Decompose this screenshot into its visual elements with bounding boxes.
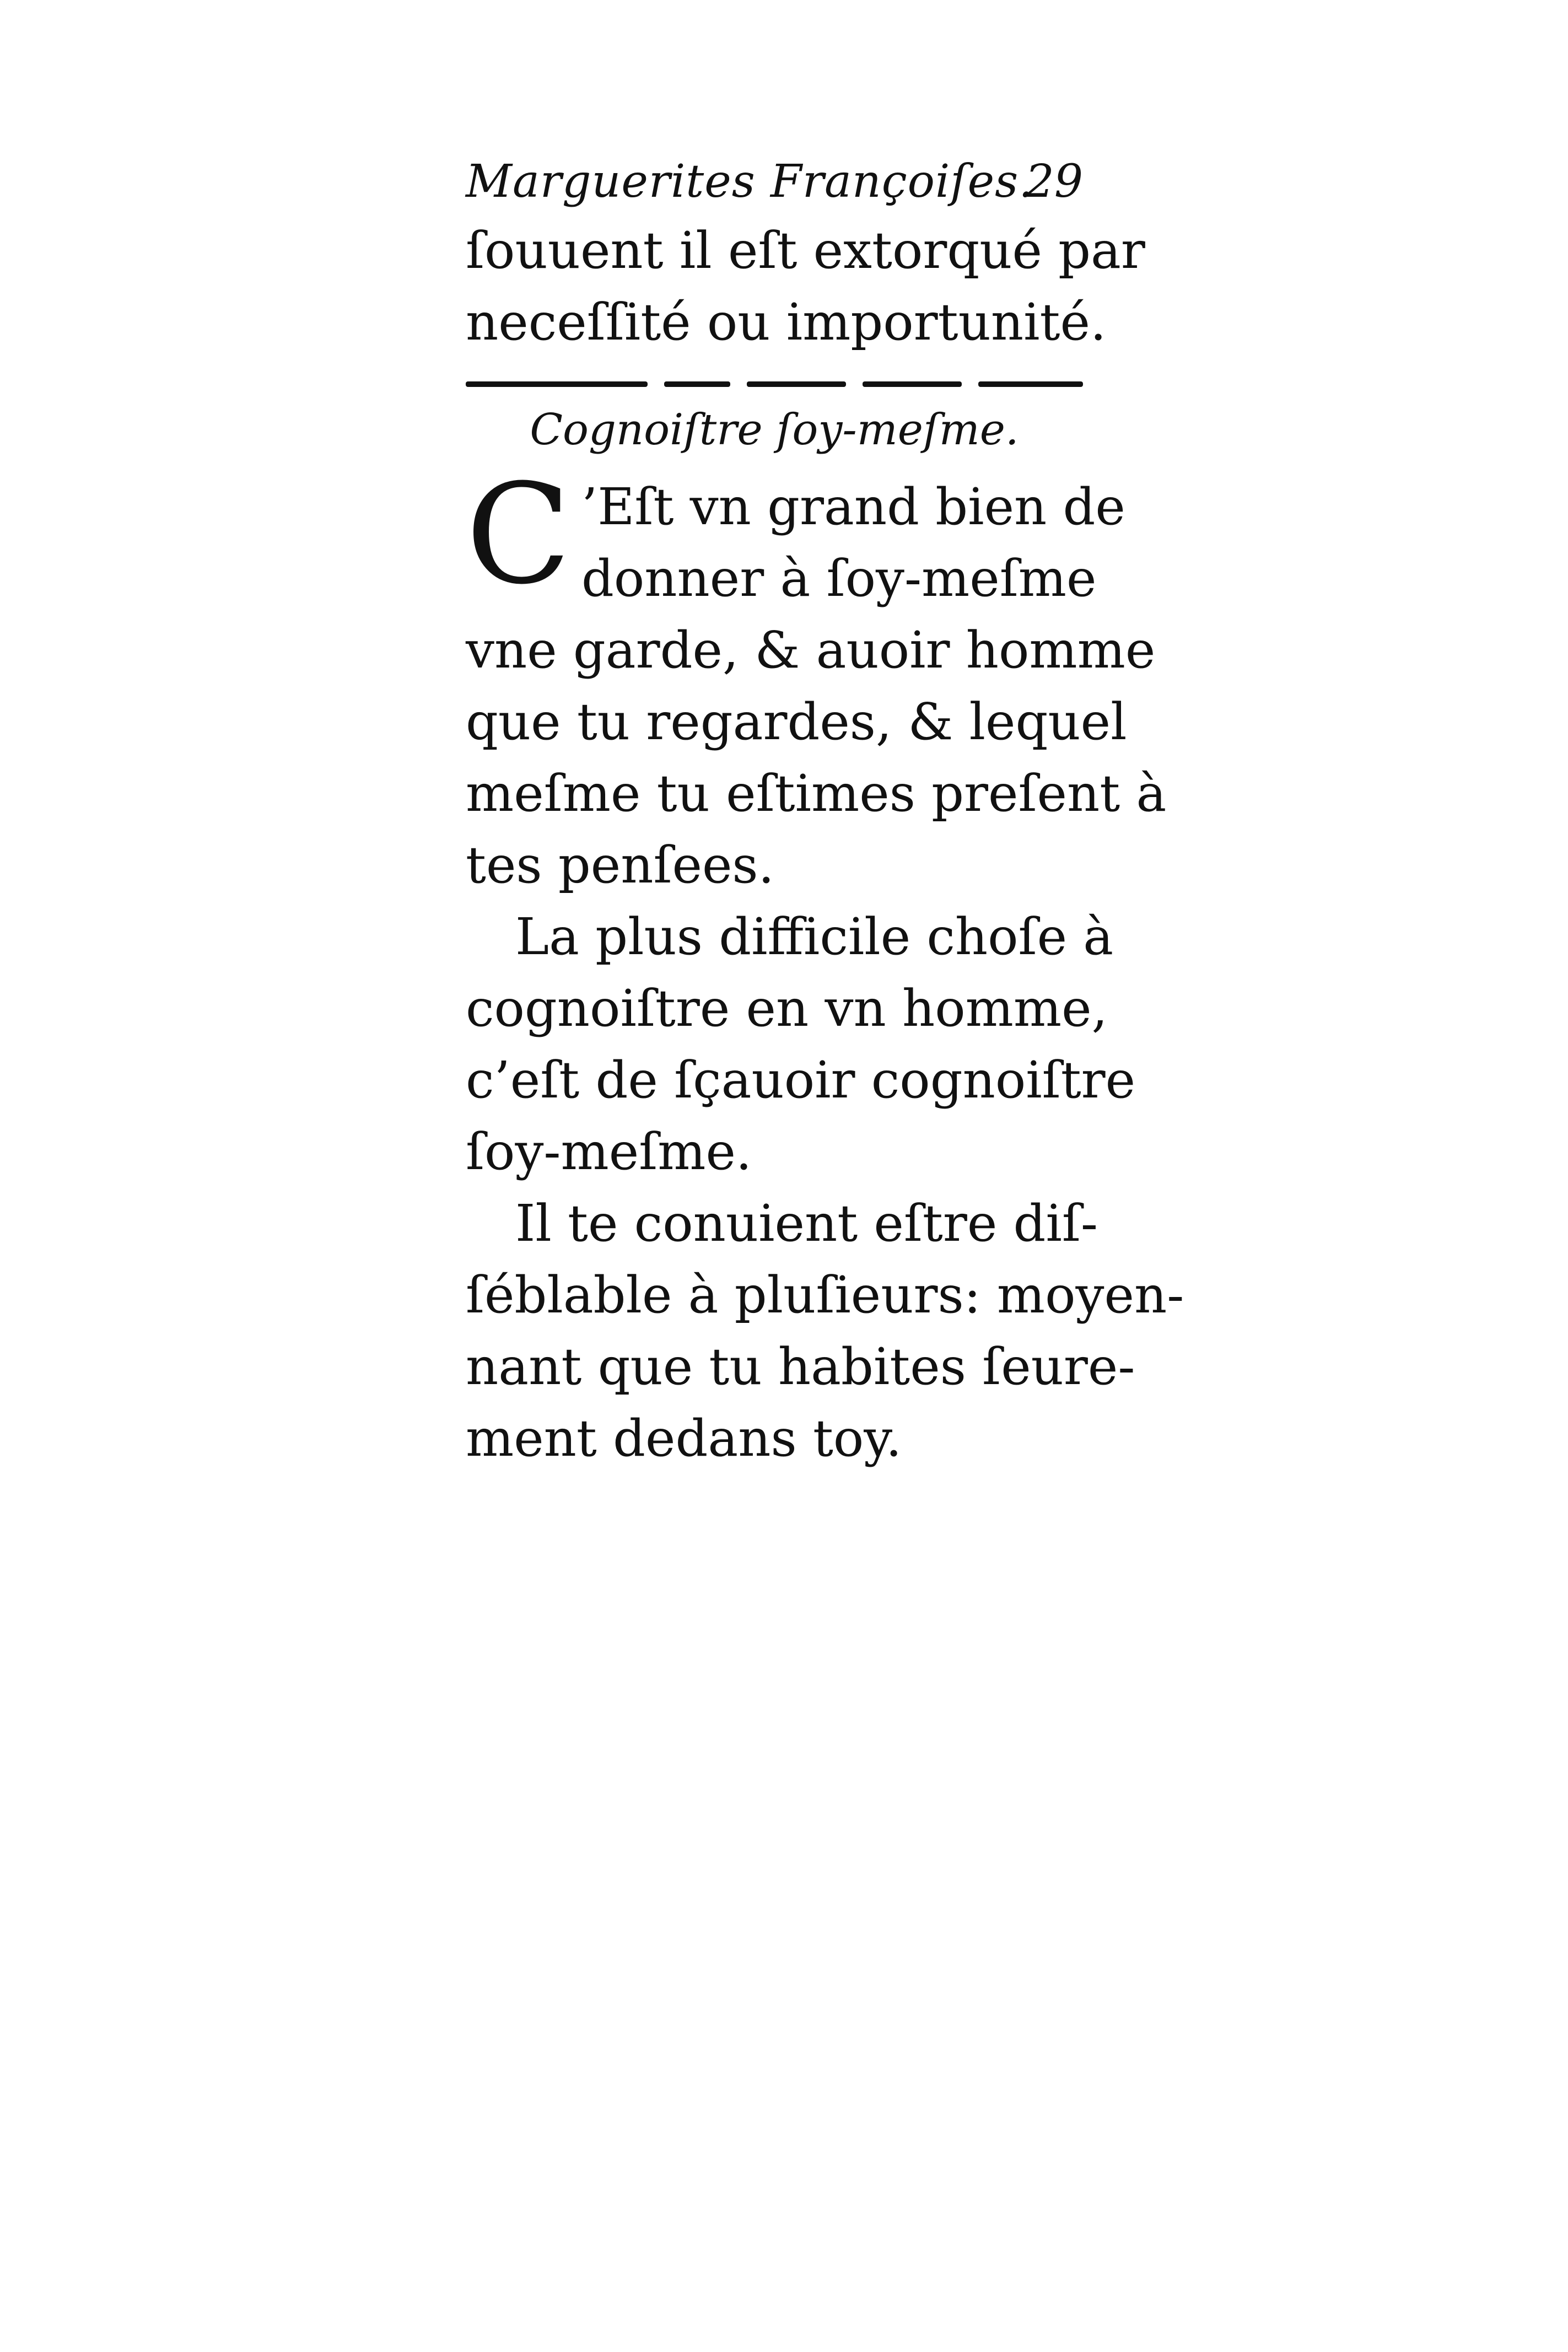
text-line: neceſſité ou importunité. xyxy=(466,293,1107,352)
text-line: ſéblable à pluſieurs: moyen- xyxy=(466,1266,1184,1325)
text-line: Il te conuient eſtre diſ- xyxy=(515,1194,1098,1253)
running-head xyxy=(466,152,1083,212)
text-line: vne garde, & auoir homme xyxy=(466,621,1156,680)
page-number: 29 xyxy=(1025,155,1083,208)
text-line: ſoy-meſme. xyxy=(466,1122,752,1181)
text-line: ſouuent il eſt extorqué par xyxy=(466,221,1145,280)
text-line: cognoiſtre en vn homme, xyxy=(466,979,1108,1038)
text-line: c’eſt de ſçauoir cognoiſtre xyxy=(466,1051,1136,1110)
text-line: tes penſees. xyxy=(466,836,774,895)
text-line: nant que tu habites ſeure- xyxy=(466,1337,1135,1396)
drop-cap: C xyxy=(466,454,572,615)
text-line: ’Eſt vn grand bien de xyxy=(581,477,1125,536)
section-divider xyxy=(466,375,1083,394)
text-line: meſme tu eſtimes preſent à xyxy=(466,764,1167,823)
text-line: ment dedans toy. xyxy=(466,1409,902,1468)
text-line: que tu regardes, & lequel xyxy=(466,692,1127,751)
text-line: donner à ſoy-meſme xyxy=(581,549,1097,608)
running-title: Marguerites Françoiſes. xyxy=(466,155,1034,208)
text-line: La plus difficile choſe à xyxy=(515,907,1114,966)
section-title: Cognoiſtre ſoy-meſme. xyxy=(530,405,1019,455)
